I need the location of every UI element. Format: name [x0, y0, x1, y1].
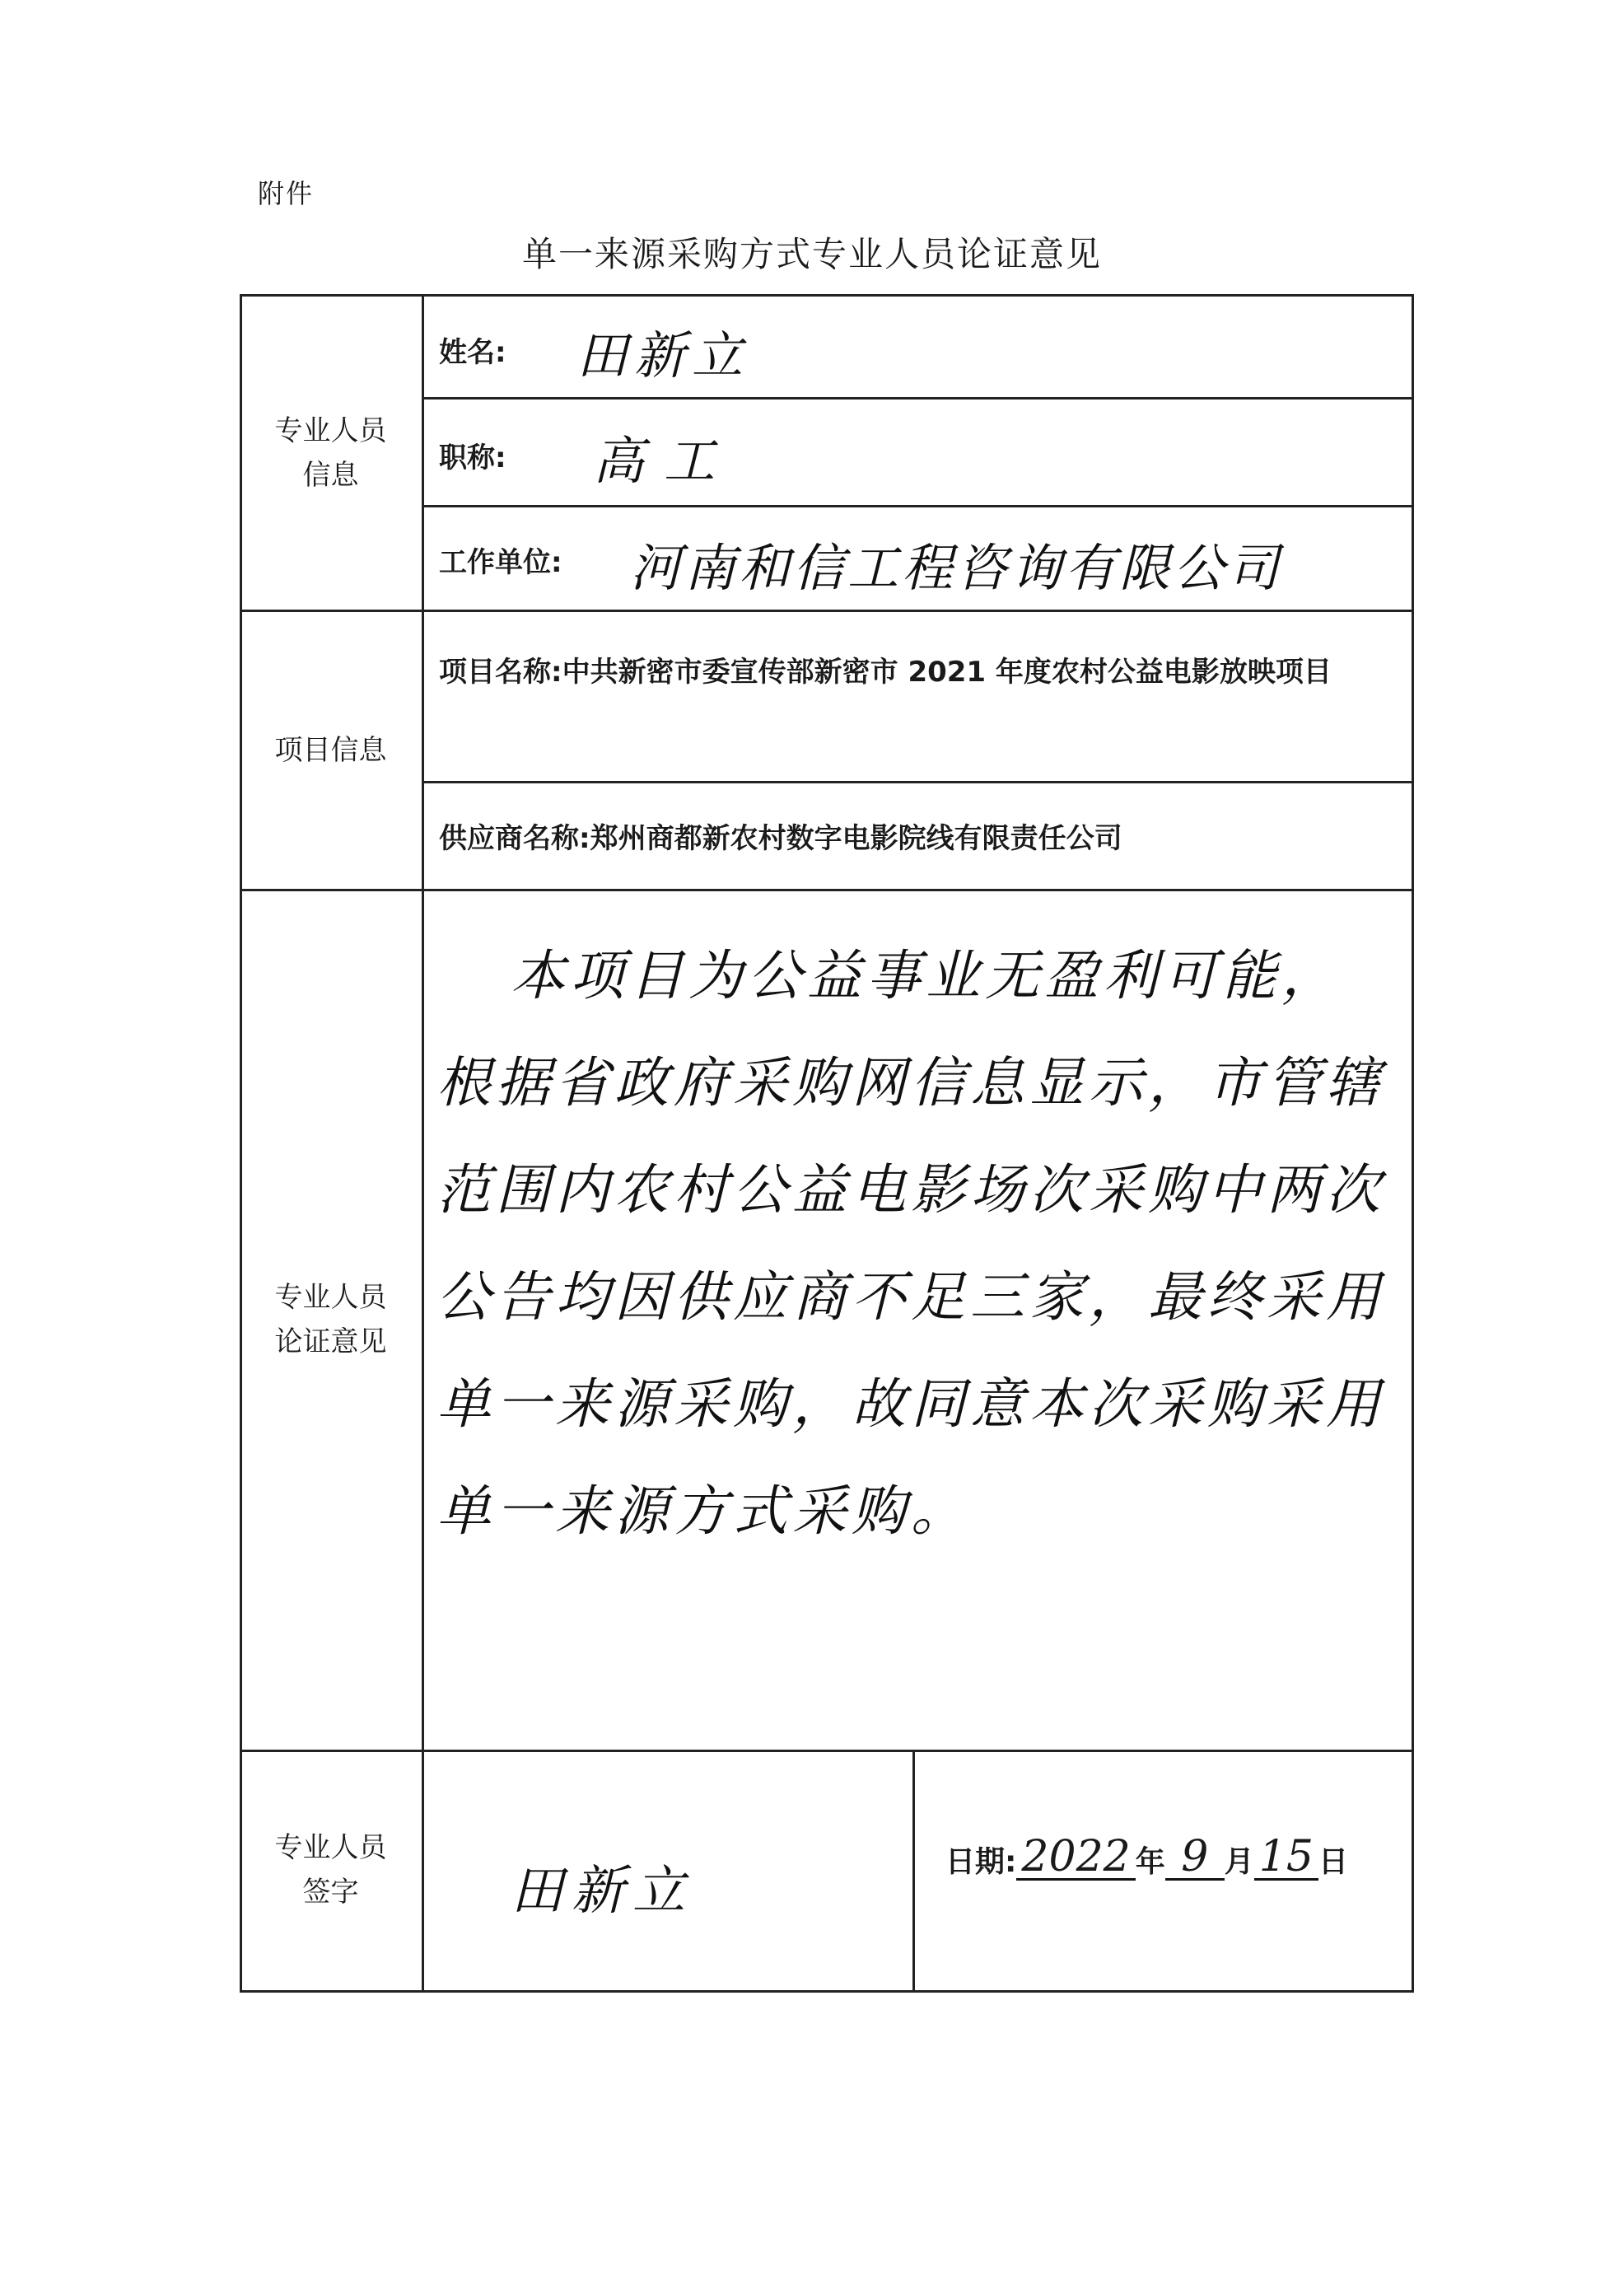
name-label: 姓名:: [439, 336, 506, 369]
date-field: [945, 1832, 1348, 1881]
organization-handwritten-value: 河南和信工程咨询有限公司: [630, 538, 1283, 598]
expert-info-section-label: 专业人员 信息: [274, 414, 387, 492]
section-divider: [240, 889, 1414, 891]
row-divider: [422, 505, 1414, 507]
section-divider: [240, 610, 1414, 612]
date-year-unit: 年: [1135, 1845, 1165, 1879]
handwritten-signature: 田新立: [511, 1861, 693, 1922]
signature-section-label: 专业人员 签字: [274, 1831, 387, 1909]
date-day-unit: 日: [1318, 1845, 1348, 1879]
project-info-section-label: 项目信息: [274, 734, 387, 767]
title-label: 职称:: [439, 442, 506, 474]
title-handwritten-value: 高工: [593, 431, 735, 491]
row-divider: [422, 781, 1414, 783]
project-name-label: 项目名称:: [439, 656, 562, 689]
project-name-field: [439, 639, 1402, 705]
section-divider: [240, 1750, 1414, 1752]
opinion-section-label: 专业人员 论证意见: [274, 1281, 387, 1358]
supplier-label: 供应商名称:: [439, 822, 590, 855]
row-divider: [422, 397, 1414, 400]
date-day: 15: [1254, 1835, 1318, 1881]
supplier-value: 郑州商都新农村数字电影院线有限责任公司: [590, 822, 1122, 855]
left-column-divider: [422, 294, 424, 1993]
date-month-unit: 月: [1224, 1845, 1254, 1879]
document-title: 单一来源采购方式专业人员论证意见: [521, 234, 1102, 274]
project-name-value: 中共新密市委宣传部新密市 2021 年度农村公益电影放映项目: [562, 656, 1332, 689]
date-year: 2022: [1016, 1835, 1135, 1881]
name-handwritten-value: 田新立: [576, 325, 750, 386]
date-month: 9: [1165, 1835, 1225, 1881]
date-label: 日期:: [945, 1845, 1017, 1879]
attachment-label: 附件: [258, 178, 315, 209]
organization-label: 工作单位:: [439, 546, 562, 579]
supplier-field: [439, 816, 1402, 856]
opinion-handwritten-text: 本项目为公益事业无盈利可能，根据省政府采购网信息显示，市管辖范围内农村公益电影场次采购中两次公告均因供应商不足三家，最终采用单一来源采购，故同意本次采购采用单一来源方式采购。: [436, 944, 1385, 1543]
signature-date-divider: [912, 1750, 915, 1993]
